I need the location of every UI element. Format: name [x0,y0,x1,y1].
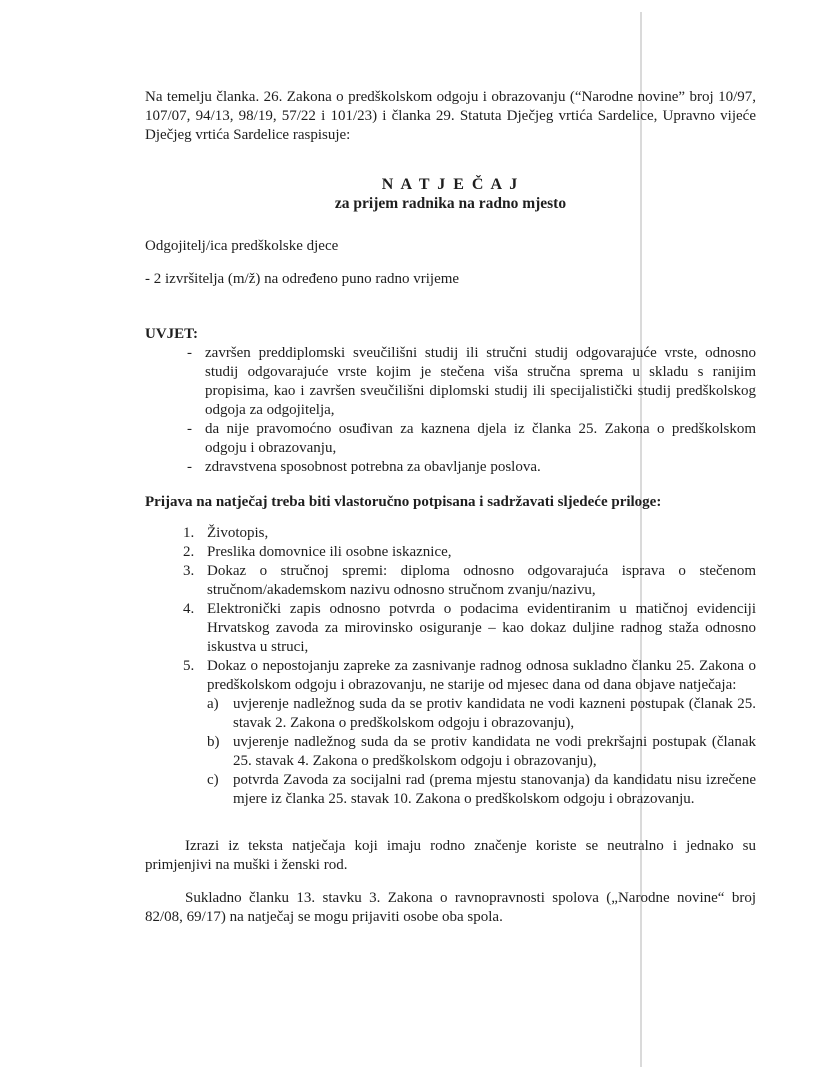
dash-marker: - [187,345,192,361]
conditions-list [145,344,756,477]
intro-paragraph: Na temelju članka. 26. Zakona o predškolskom odgoju i obrazovanju (“Narodne novine” broj 10/97, 107/07, 94/13, 98/19, 57/22 i 101/23) i članka 29. Statuta Dječjeg vrtića Sardelice, Upravno vijeće Dječjeg vrtića Sardelice raspisuje: [145,89,756,143]
sub-item-text: uvjerenje nadležnog suda da se protiv kandidata ne vodi kazneni postupak (članak 25. stavak 2. Zakona o predškolskom odgoju i obrazovanju), [233,696,756,731]
conditions-heading: UVJET: [145,326,199,342]
attachment-text: Dokaz o stručnoj spremi: diploma odnosno odgovarajuća isprava o stečenom stručnom/akademskom nazivu odnosno stručnom zvanju/nazivu, [207,563,756,598]
closing-paragraph: Izrazi iz teksta natječaja koji imaju rodno značenje koriste se neutralno i jednako su primjenjivi na muški i ženski rod. [145,838,756,873]
attachment-item [145,524,756,543]
attachment-item [145,600,756,657]
item-letter: b) [207,734,220,750]
condition-text: da nije pravomoćno osuđivan za kaznena djela iz članka 25. Zakona o predškolskom odgoju i obrazovanju, [205,421,756,456]
attachment-item [145,657,756,809]
attachment-item [145,543,756,562]
item-letter: c) [207,772,219,788]
position-title: Odgojitelj/ica predškolske djece [145,238,339,254]
condition-item [145,344,756,420]
item-number: 4. [183,601,195,617]
attachments-list [145,524,756,809]
item-number: 1. [183,525,195,541]
dash-marker: - [187,459,192,475]
condition-item [145,420,756,458]
sub-item-text: potvrda Zavoda za socijalni rad (prema mjestu stanovanja) da kandidatu nisu izrečene mjere iz članka 25. stavak 10. Zakona o predškolskom odgoju i obrazovanju. [233,772,756,807]
closing-paragraph: Sukladno članku 13. stavku 3. Zakona o ravnopravnosti spolova („Narodne novine“ broj 82/08, 69/17) na natječaj se mogu prijaviti osobe oba spola. [145,890,756,925]
item-letter: a) [207,696,219,712]
attachment-text: Preslika domovnice ili osobne iskaznice, [207,544,452,560]
attachment-item [145,562,756,600]
item-number: 5. [183,658,195,674]
condition-text: zdravstvena sposobnost potrebna za obavljanje poslova. [205,459,541,475]
document-title: N A T J E Č A J [381,176,520,193]
document-body [145,88,756,927]
attachment-sub-item [207,733,756,771]
attachment-text: Dokaz o nepostojanju zapreke za zasnivanje radnog odnosa sukladno članku 25. Zakona o predškolskom odgoju i obrazovanju, ne starije od mjesec dana od dana objave natječaja: [207,658,756,693]
attachment-sub-item [207,771,756,809]
condition-text: završen preddiplomski sveučilišni studij ili stručni studij odgovarajuće vrste, odnosno studij odgovarajuće vrste kojim je stečena viša stručna sprema u skladu s ranijim propisima, kao i završen sveučilišni diplomski studij ili specijalistički studij predškolskog odgoja za odgojitelja, [205,345,756,418]
attachment-sub-item [207,695,756,733]
document-subtitle: za prijem radnika na radno mjesto [334,195,567,212]
item-number: 3. [183,563,195,579]
attachment-text: Elektronički zapis odnosno potvrda o podacima evidentiranim u matičnoj evidenciji Hrvatskog zavoda za mirovinsko osiguranje – kao dokaz duljine radnog staža odnosno iskustva u struci, [207,601,756,655]
condition-item [145,458,756,477]
application-heading: Prijava na natječaj treba biti vlastoručno potpisana i sadržavati sljedeće priloge: [145,494,662,510]
sub-item-text: uvjerenje nadležnog suda da se protiv kandidata ne vodi prekršajni postupak (članak 25. stavak 4. Zakona o predškolskom odgoju i obrazovanju), [233,734,756,769]
dash-marker: - [187,421,192,437]
attachment-text: Životopis, [207,525,269,541]
item-number: 2. [183,544,195,560]
position-detail: - 2 izvršitelja (m/ž) na određeno puno radno vrijeme [145,271,460,287]
